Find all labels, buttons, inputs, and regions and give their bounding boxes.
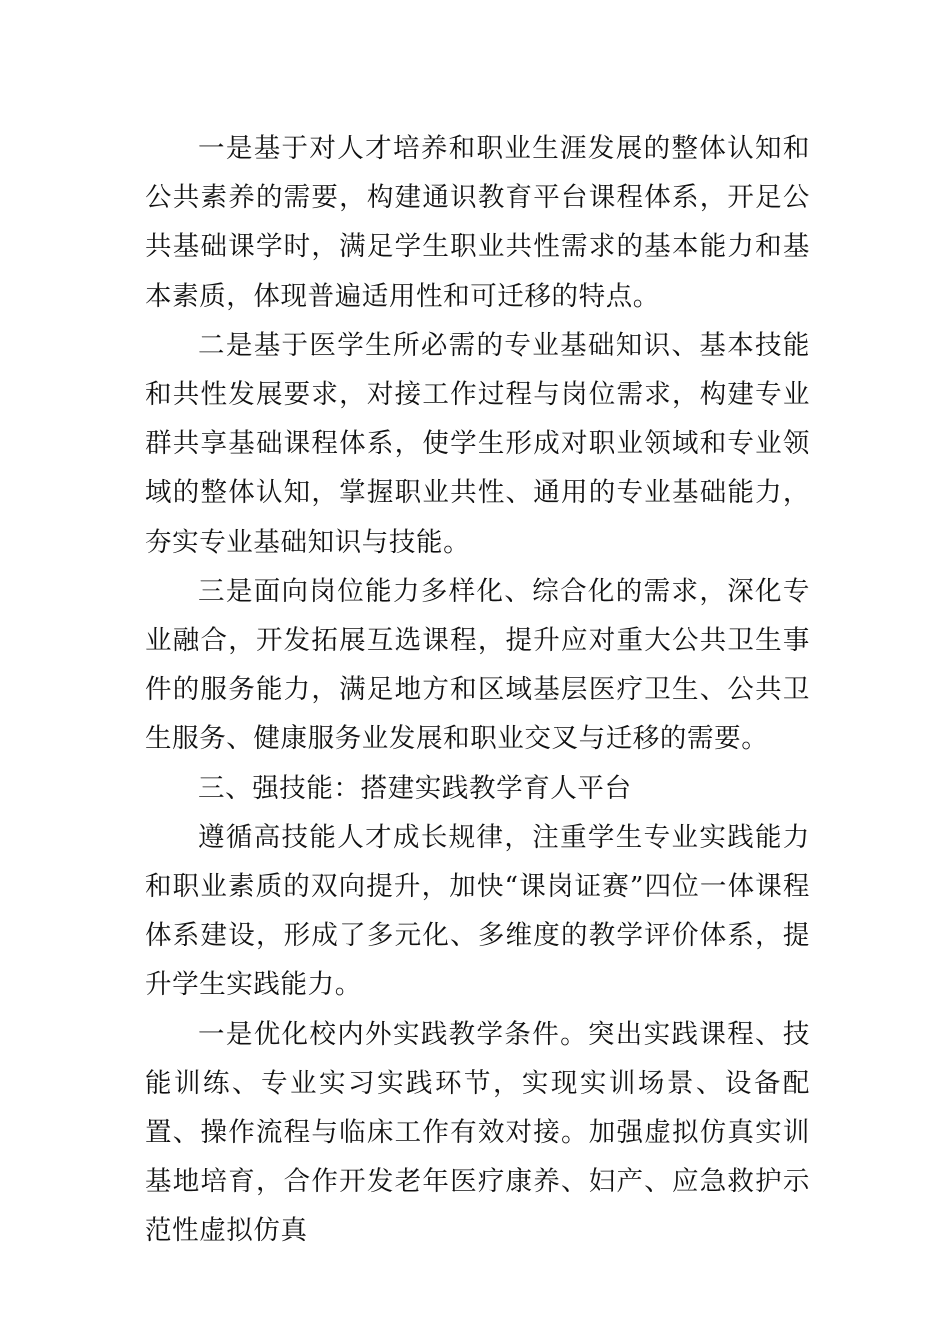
document-body (145, 124, 810, 1256)
paragraph-practice-conditions: 一是优化校内外实践教学条件。突出实践课程、技能训练、专业实习实践环节，实现实训场景、设备配置、操作流程与临床工作有效对接。加强虚拟仿真实训基地培育，合作开发老年医疗康养、妇产、应急救护示范性虚拟仿真 (145, 1018, 810, 1247)
paragraph-general-education: 一是基于对人才培养和职业生涯发展的整体认知和公共素养的需要，构建通识教育平台课程体系，开足公共基础课学时，满足学生职业共性需求的基本能力和基本素质，体现普遍适用性和可迁移的特点。 (145, 133, 810, 312)
paragraph-shared-foundation: 二是基于医学生所必需的专业基础知识、基本技能和共性发展要求，对接工作过程与岗位需求，构建专业群共享基础课程体系，使学生形成对职业领域和专业领域的整体认知，掌握职业共性、通用的专业基础能力，夯实专业基础知识与技能。 (145, 329, 810, 558)
section-heading: 三、强技能：搭建实践教学育人平台 (198, 772, 632, 804)
paragraph-practice-intro: 遵循高技能人才成长规律，注重学生专业实践能力和职业素质的双向提升，加快“课岗证赛”四位一体课程体系建设，形成了多元化、多维度的教学评价体系，提升学生实践能力。 (145, 821, 810, 1001)
paragraph-elective-courses: 三是面向岗位能力多样化、综合化的需求，深化专业融合，开发拓展互选课程，提升应对重大公共卫生事件的服务能力，满足地方和区域基层医疗卫生、公共卫生服务、健康服务业发展和职业交叉与迁移的需要。 (145, 575, 810, 755)
